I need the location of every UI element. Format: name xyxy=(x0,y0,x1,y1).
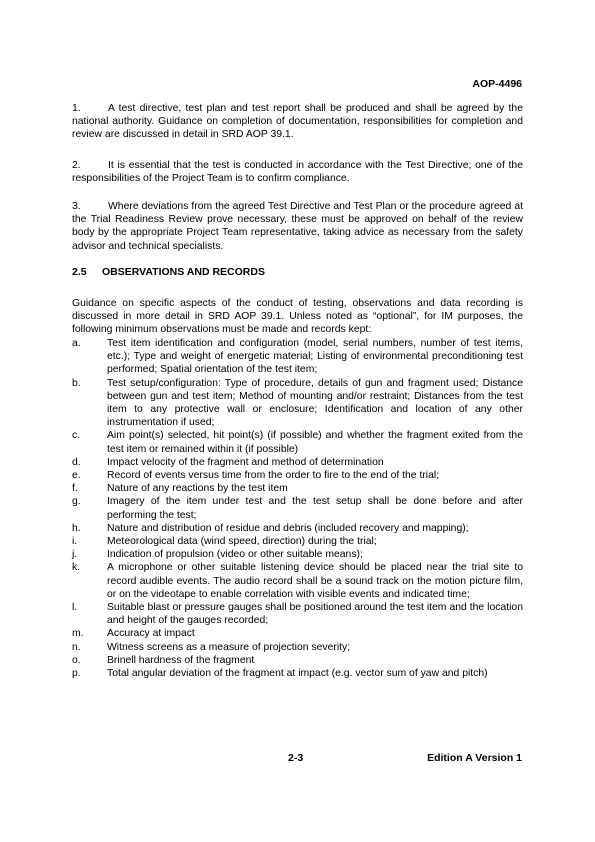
list-item xyxy=(72,535,523,548)
item-letter: j. xyxy=(72,549,78,561)
item-letter: n. xyxy=(72,641,81,653)
list-item xyxy=(72,456,523,469)
list-item xyxy=(72,561,523,601)
item-text: Suitable blast or pressure gauges shall be positioned around the test item and the location and height of the gauges recorded; xyxy=(107,602,523,627)
section-intro: Guidance on specific aspects of the conduct of testing, observations and data recording is discussed in more detail in SRD AOP 39.1. Unless noted as “optional”, for IM purposes, the following minimum observations must be made and records kept: xyxy=(72,298,523,336)
item-text: Accuracy at impact xyxy=(107,628,195,640)
item-text: Imagery of the item under test and the test setup shall be done before and after performing the test; xyxy=(107,496,523,521)
item-letter: b. xyxy=(72,377,81,389)
item-text: Nature and distribution of residue and debris (included recovery and mapping); xyxy=(107,522,469,534)
item-text: Meteorological data (wind speed, direction) during the trial; xyxy=(107,536,377,548)
list-item xyxy=(72,377,523,430)
page-number: 2-3 xyxy=(288,752,304,764)
item-text: Brinell hardness of the fragment xyxy=(107,654,255,666)
item-text: Impact velocity of the fragment and method of determination xyxy=(107,456,384,468)
edition-label: Edition A Version 1 xyxy=(427,752,522,764)
item-letter: k. xyxy=(72,562,81,574)
item-text: Total angular deviation of the fragment at impact (e.g. vector sum of yaw and pitch) xyxy=(107,668,488,680)
list-item xyxy=(72,601,523,627)
list-item xyxy=(72,495,523,521)
item-letter: d. xyxy=(72,456,81,468)
paragraph-1 xyxy=(72,102,523,142)
list-item xyxy=(72,429,523,455)
section-title: OBSERVATIONS AND RECORDS xyxy=(102,266,265,278)
item-letter: g. xyxy=(72,496,81,508)
item-text: A microphone or other suitable listening device should be placed near the trial site to record audible events. The audio record shall be a sound track on the motion picture film, or on the videotape to enable correlation with visible events and indicated time; xyxy=(107,562,523,600)
list-item xyxy=(72,627,523,640)
item-text: Witness screens as a measure of projection severity; xyxy=(107,641,351,653)
item-text: Aim point(s) selected, hit point(s) (if possible) and whether the fragment exited from the test item or remained within it (if possible) xyxy=(107,430,523,455)
item-letter: l. xyxy=(72,602,78,614)
list-item xyxy=(72,548,523,561)
paragraph-number: 2. xyxy=(72,160,81,171)
item-letter: i. xyxy=(72,536,78,548)
item-letter: o. xyxy=(72,654,81,666)
paragraph-number: 3. xyxy=(72,201,81,212)
item-letter: f. xyxy=(72,483,78,495)
list-item xyxy=(72,337,523,377)
item-letter: h. xyxy=(72,522,81,534)
item-text: Indication of propulsion (video or other suitable means); xyxy=(107,549,363,561)
list-item xyxy=(72,667,523,680)
paragraph-text: It is essential that the test is conducted in accordance with the Test Directive; one of the responsibilities of the Project Team is to confirm compliance. xyxy=(72,160,523,185)
item-letter: c. xyxy=(72,430,81,442)
list-item xyxy=(72,522,523,535)
section-heading xyxy=(72,266,265,278)
paragraph-text: Where deviations from the agreed Test Directive and Test Plan or the procedure agreed at the Trial Readiness Review prove necessary, these must be approved on behalf of the review body by the appropriate Project Team representative, taking advice as necessary from the safety advisor and technical specialists. xyxy=(72,201,523,252)
list-item xyxy=(72,641,523,654)
observations-list xyxy=(72,337,523,680)
item-text: Nature of any reactions by the test item xyxy=(107,483,288,495)
paragraph-3 xyxy=(72,200,523,253)
paragraph-2 xyxy=(72,159,523,185)
section-number: 2.5 xyxy=(72,266,87,278)
item-text: Test item identification and configuration (model, serial numbers, number of test items, etc.); Type and weight of energetic material; Listing of environmental preconditioning test performed; Spatial orientation of the test item; xyxy=(107,338,523,376)
item-letter: e. xyxy=(72,470,81,482)
paragraph-text: A test directive, test plan and test report shall be produced and shall be agreed by the national authority. Guidance on completion of documentation, responsibilities for completion and review are discussed in detail in SRD AOP 39.1. xyxy=(72,103,523,141)
list-item xyxy=(72,469,523,482)
paragraph-number: 1. xyxy=(72,103,81,114)
item-letter: a. xyxy=(72,338,81,349)
item-text: Test setup/configuration: Type of procedure, details of gun and fragment used; Distance between gun and test item; Method of mounting and/or restraint; Distances from the test item to any protective wall or enclosure; Identification and location of any other instrumentation if used; xyxy=(107,377,523,429)
item-letter: p. xyxy=(72,668,81,680)
document-code: AOP-4496 xyxy=(472,78,522,90)
item-text: Record of events versus time from the order to fire to the end of the trial; xyxy=(107,470,440,482)
list-item xyxy=(72,654,523,667)
item-letter: m. xyxy=(72,628,84,640)
list-item xyxy=(72,482,523,495)
